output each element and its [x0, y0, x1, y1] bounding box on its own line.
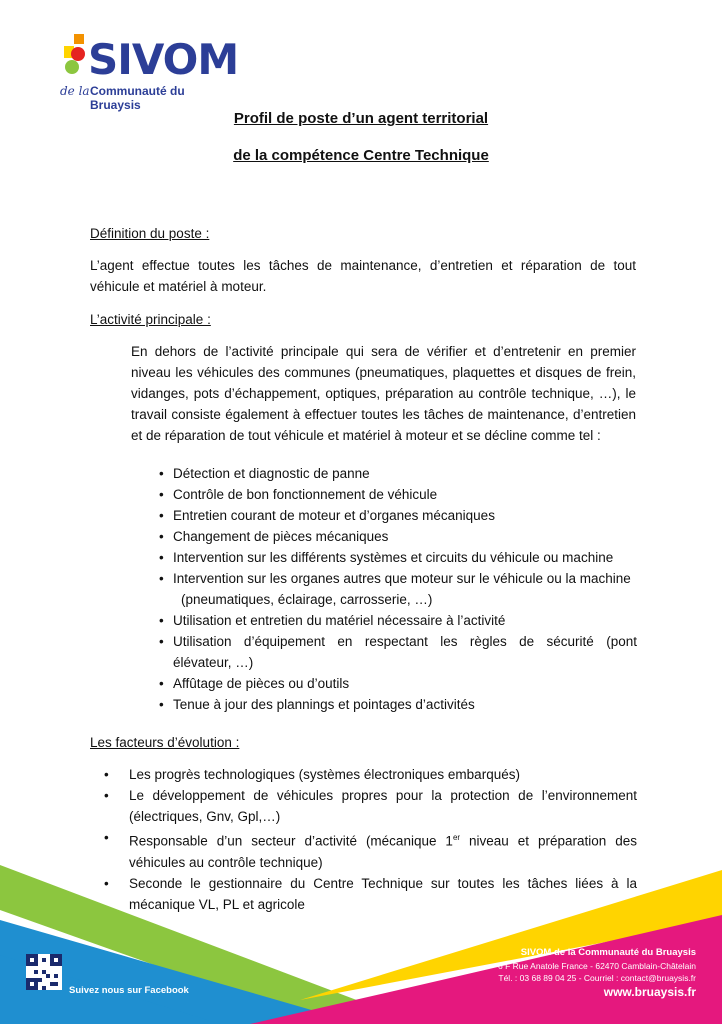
list-item: • Changement de pièces mécaniques [159, 526, 637, 547]
list-item: • Contrôle de bon fonctionnement de véhicule [159, 484, 637, 505]
footer-contact: Tél. : 03 68 89 04 25 - Courriel : contact@bruaysis.fr [498, 973, 696, 983]
activite-line: et de réparation de tout véhicule et matériel à moteur et se décline comme tel : [131, 428, 601, 443]
qr-code[interactable] [26, 954, 62, 990]
list-item: • Responsable d’un secteur d’activité (mécanique 1er niveau et préparation des véhicules au contrôle technique) [104, 827, 637, 873]
footer-website-link[interactable]: www.bruaysis.fr [603, 985, 696, 999]
facteurs-heading: Les facteurs d’évolution : [90, 735, 240, 750]
definition-heading: Définition du poste : [90, 226, 210, 241]
list-item: • Utilisation d’équipement en respectant les règles de sécurité (pont élévateur, …) [159, 631, 637, 673]
list-item: • Les progrès technologiques (systèmes électroniques embarqués) [104, 764, 637, 785]
activite-paragraph [131, 341, 636, 446]
activite-heading: L’activité principale : [90, 312, 211, 327]
footer-address: 6 F Rue Anatole France - 62470 Camblain-Châtelain [498, 961, 696, 971]
activite-line: vidanges, pots d’échappement, optiques, préparation au contrôle technique, …), le [131, 386, 636, 401]
page-title-line2: de la compétence Centre Technique [233, 147, 489, 164]
definition-line: véhicule et matériel à moteur. [90, 279, 267, 294]
activite-line: niveau les véhicules des communes (pneumatiques, plaquettes et disques de frein, [131, 365, 636, 380]
activite-line: travail consiste également à effectuer toutes les tâches de maintenance, d’entretien [131, 407, 636, 422]
logo-subtitle: Communauté du Bruaysis [90, 84, 185, 112]
sivom-logo [58, 32, 239, 112]
list-item: • Utilisation et entretien du matériel nécessaire à l’activité [159, 610, 637, 631]
footer-banner [0, 860, 722, 1024]
list-item: • Intervention sur les organes autres que moteur sur le véhicule ou la machine (pneumatiques, éclairage, carrosserie, …) [159, 568, 637, 610]
list-item: • Le développement de véhicules propres pour la protection de l’environnement (électriques, Gnv, Gpl,…) [104, 785, 637, 827]
activite-line: En dehors de l’activité principale qui sera de vérifier et d’entretenir en premier [131, 344, 636, 359]
list-item: • Seconde le gestionnaire du Centre Technique sur toutes les tâches liées à la mécanique VL, PL et agricole [104, 873, 637, 915]
definition-line: L’agent effectue toutes les tâches de maintenance, d’entretien et réparation de tout [90, 258, 636, 273]
page-title-line1: Profil de poste d’un agent territorial [233, 110, 489, 127]
definition-paragraph [90, 255, 636, 297]
logo-de: de la [60, 84, 90, 98]
list-item: • Intervention sur les différents systèmes et circuits du véhicule ou machine [159, 547, 637, 568]
list-item: • Entretien courant de moteur et d’organes mécaniques [159, 505, 637, 526]
facebook-link[interactable]: Suivez nous sur Facebook [69, 985, 189, 996]
logo-wordmark: SIVOM [88, 35, 239, 84]
list-item: • Affûtage de pièces ou d’outils [159, 673, 637, 694]
list-item: • Tenue à jour des plannings et pointages d’activités [159, 694, 637, 715]
activite-list [159, 463, 637, 715]
list-item: • Détection et diagnostic de panne [159, 463, 637, 484]
footer-org-name: SIVOM de la Communauté du Bruaysis [520, 947, 696, 958]
